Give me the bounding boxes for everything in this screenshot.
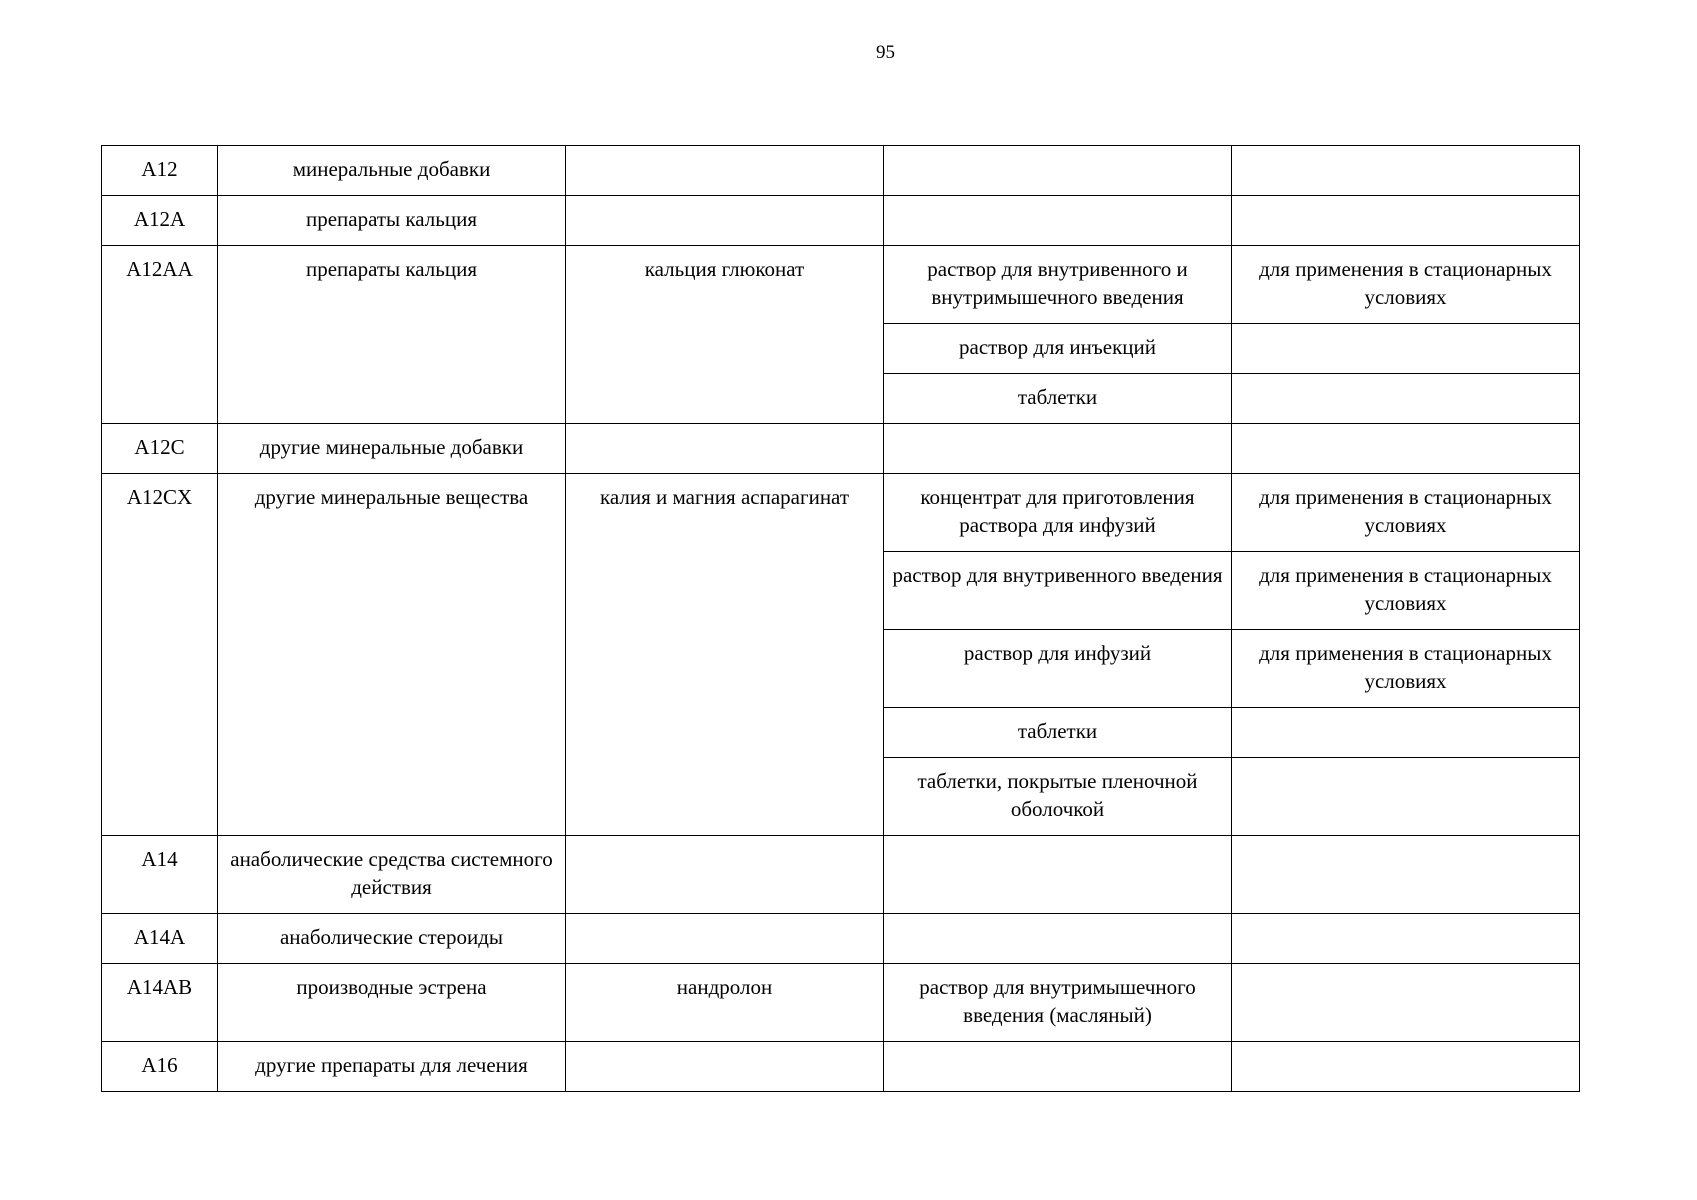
atc-group-cell: анаболические средства системного действия: [218, 836, 566, 914]
note-cell: [1232, 324, 1580, 374]
dosage-form-cell: раствор для внутримышечного введения (масляный): [884, 964, 1232, 1042]
inn-cell: калия и магния аспарагинат: [566, 474, 884, 836]
inn-cell: кальция глюконат: [566, 246, 884, 424]
dosage-form-cell: таблетки, покрытые пленочной оболочкой: [884, 758, 1232, 836]
dosage-form-cell: таблетки: [884, 374, 1232, 424]
inn-cell: [566, 196, 884, 246]
atc-code-cell: A16: [102, 1042, 218, 1092]
atc-code-cell: A12C: [102, 424, 218, 474]
dosage-form-cell: раствор для внутривенного и внутримышечного введения: [884, 246, 1232, 324]
atc-group-cell: другие минеральные добавки: [218, 424, 566, 474]
atc-group-cell: минеральные добавки: [218, 146, 566, 196]
atc-group-cell: препараты кальция: [218, 246, 566, 424]
inn-cell: [566, 914, 884, 964]
atc-code-cell: A14AB: [102, 964, 218, 1042]
dosage-form-cell: [884, 424, 1232, 474]
table-row: [102, 1042, 1580, 1092]
dosage-form-cell: раствор для внутривенного введения: [884, 552, 1232, 630]
table-row: [102, 964, 1580, 1042]
page-number: 95: [876, 42, 895, 63]
atc-code-cell: A12: [102, 146, 218, 196]
note-cell: [1232, 758, 1580, 836]
atc-code-cell: A12A: [102, 196, 218, 246]
dosage-form-cell: раствор для инфузий: [884, 630, 1232, 708]
note-cell: [1232, 374, 1580, 424]
note-cell: [1232, 836, 1580, 914]
atc-code-cell: A12AA: [102, 246, 218, 424]
table-row: [102, 146, 1580, 196]
note-cell: [1232, 964, 1580, 1042]
inn-cell: [566, 146, 884, 196]
atc-group-cell: другие минеральные вещества: [218, 474, 566, 836]
note-cell: для применения в стационарных условиях: [1232, 246, 1580, 324]
atc-code-cell: A14A: [102, 914, 218, 964]
atc-code-cell: A12CX: [102, 474, 218, 836]
note-cell: [1232, 708, 1580, 758]
note-cell: [1232, 914, 1580, 964]
atc-code-cell: A14: [102, 836, 218, 914]
inn-cell: [566, 424, 884, 474]
atc-group-cell: другие препараты для лечения: [218, 1042, 566, 1092]
inn-cell: [566, 836, 884, 914]
note-cell: [1232, 146, 1580, 196]
dosage-form-cell: концентрат для приготовления раствора для инфузий: [884, 474, 1232, 552]
note-cell: [1232, 424, 1580, 474]
atc-group-cell: препараты кальция: [218, 196, 566, 246]
table-row: [102, 914, 1580, 964]
drug-table: [101, 145, 1580, 1092]
note-cell: для применения в стационарных условиях: [1232, 552, 1580, 630]
dosage-form-cell: [884, 914, 1232, 964]
dosage-form-cell: [884, 146, 1232, 196]
table-row: [102, 474, 1580, 552]
note-cell: [1232, 196, 1580, 246]
table-row: [102, 246, 1580, 324]
atc-group-cell: анаболические стероиды: [218, 914, 566, 964]
atc-group-cell: производные эстрена: [218, 964, 566, 1042]
dosage-form-cell: [884, 836, 1232, 914]
inn-cell: [566, 1042, 884, 1092]
dosage-form-cell: [884, 1042, 1232, 1092]
inn-cell: нандролон: [566, 964, 884, 1042]
table-row: [102, 424, 1580, 474]
dosage-form-cell: раствор для инъекций: [884, 324, 1232, 374]
dosage-form-cell: [884, 196, 1232, 246]
table-row: [102, 196, 1580, 246]
note-cell: [1232, 1042, 1580, 1092]
note-cell: для применения в стационарных условиях: [1232, 474, 1580, 552]
note-cell: для применения в стационарных условиях: [1232, 630, 1580, 708]
dosage-form-cell: таблетки: [884, 708, 1232, 758]
table-row: [102, 836, 1580, 914]
